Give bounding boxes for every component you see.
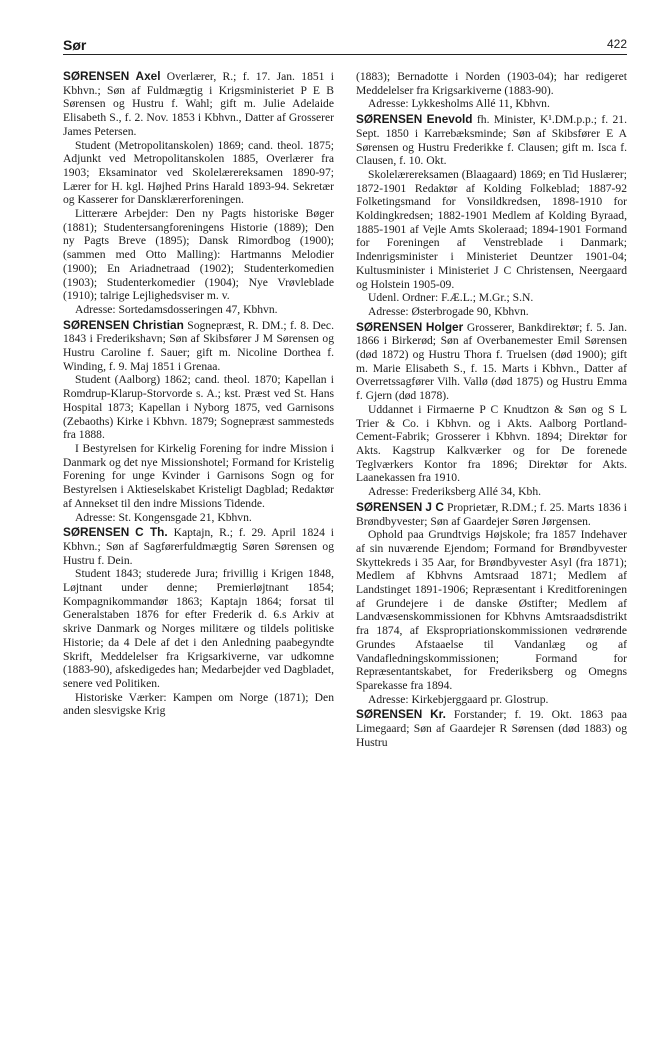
entry-text: Uddannet i Firmaerne P C Knudtzon & Søn og S L Trier & Co. i Kbhvn. og i Akts. Aalborg Portland-Cement-Fabrik; Grosserer i Kbhvn. 1894; Direktør for Akts. Kagstrup Kalkværker og for De forenede Teglværkers Kontor fra 1896; Direktør for Akts. Laanekassen fra 1910. <box>356 402 627 485</box>
biography-entry <box>356 70 627 111</box>
biography-entry <box>63 319 334 525</box>
entry-paragraph <box>63 373 334 442</box>
entry-paragraph <box>356 528 627 692</box>
entry-text: Student 1843; studerede Jura; frivillig i Krigen 1848, Løjtnant under denne; Premierløjtnant 1854; Kompagnikommandør 1863; Kaptajn 1864; forsat til Generalstaben 1876 for efter Frederik d. 6.s Arkiv at skrive Danmark og Norges militære og tildels politiske Historie; da 4 Dele af det i den Anledning paabegyndte Skrift, Meddelelser fra Krigsarkiverne, var udkomne (1883-90), afskedigedes han; Medarbejder ved Dagbladet, senere ved Politiken. <box>63 567 334 690</box>
entry-paragraph <box>356 97 627 111</box>
entry-text: Forstander; f. 19. Okt. 1863 paa Limegaard; Søn af Gaardejer R Sørensen (død 1883) og Hustru <box>356 708 627 749</box>
entry-paragraph <box>63 511 334 525</box>
entry-given-name: Christian <box>132 317 184 332</box>
entry-text: I Bestyrelsen for Kirkelig Forening for indre Mission i Danmark og det nye Missionshotel; Formand for Kristelig Forening for unge Kvinder i Garnisons Sogn og for Bestyrelsen i Aktieselskabet Kristeligt Dagblad; Redaktør af Annekset til den indre Missions Tidende. <box>63 441 334 510</box>
biography-entry <box>63 526 334 718</box>
biography-entry <box>356 321 627 499</box>
text-columns <box>63 70 627 751</box>
entry-text: fh. Minister, K¹.DM.p.p.; f. 21. Sept. 1850 i Karrebæksminde; Søn af Skibsfører E A Sørensen og Hustru Frederikke f. Clausen; gift m. Isca f. Clausen, f. 10. Okt. <box>356 113 627 168</box>
right-column <box>356 70 627 751</box>
entry-text: (1883); Bernadotte i Norden (1903-04); har redigeret Meddelelser fra Krigsarkiverne (1883-90). <box>356 70 627 97</box>
entry-given-name: C Th. <box>135 525 168 540</box>
entry-paragraph <box>63 691 334 718</box>
entry-text: Sognepræst, R. DM.; f. 8. Dec. 1843 i Frederikshavn; Søn af Skibsfører J M Sørensen og Hustru Caroline f. Sauer; gift m. Nicoline Dorthea f. Winding, f. 9. Maj 1851 i Grenaa. <box>63 318 334 373</box>
entry-text: Skolelærereksamen (Blaagaard) 1869; en Tid Huslærer; 1872-1901 Redaktør af Kolding Folkeblad; 1887-92 Folketingsmand for Vonsildkredsen, 1898-1910 for Koldingkredsen; 1882-1901 Medlem af Kolding Byraad, 1885-1901 af Vejle Amts Skoleraad; 1894-1901 Formand for Foreningen af Venstreblade i Danmark; Indenrigsminister i Ministeriet Deuntzer 1901-04; Kultusminister i Ministeriet J C Christensen, Neergaard og Holstein 1905-09. <box>356 167 627 291</box>
entry-surname: SØRENSEN <box>63 70 130 83</box>
entry-surname: SØRENSEN <box>356 319 423 334</box>
entry-paragraph <box>63 567 334 690</box>
entry-given-name: Kr. <box>430 707 446 722</box>
entry-text: Kaptajn, R.; f. 29. April 1824 i Kbhvn.; Søn af Sagførerfuldmægtig Søren Sørensen og Hustru f. Dein. <box>63 526 334 567</box>
biography-entry <box>356 113 627 319</box>
header-rule <box>63 54 627 55</box>
entry-surname: SØRENSEN <box>356 112 423 127</box>
entry-text: Adresse: Frederiksberg Allé 34, Kbh. <box>368 485 542 499</box>
entry-text: Proprietær, R.DM.; f. 25. Marts 1836 i Brøndbyvester; Søn af Gaardejer Søren Jørgensen. <box>356 500 627 528</box>
entry-text: Overlærer, R.; f. 17. Jan. 1851 i Kbhvn.; Søn af Fuldmægtig i Krigsministeriet P E B Sørensen og Hustru f. Wahl; gift m. Julie Adelaide Elisabeth S., f. 2. Nov. 1853 i Kbhvn., Datter af Grosserer James Petersen. <box>63 70 334 138</box>
entry-given-name: Axel <box>135 70 161 83</box>
entry-paragraph <box>63 303 334 317</box>
biography-entry <box>63 70 334 317</box>
entry-surname: SØRENSEN <box>63 317 130 332</box>
entry-lead-paragraph <box>63 70 334 139</box>
entry-paragraph <box>356 168 627 291</box>
entry-lead-paragraph <box>356 321 627 403</box>
entry-text: Student (Metropolitanskolen) 1869; cand. theol. 1875; Adjunkt ved Metropolitanskolen 1885, Overlærer fra 1903; Eksaminator ved Skolelærereksamen 1890-97; Lærer for H. kgl. Højhed Prins Harald 1893-94. Sekretær og Kasserer for Danskl​ærerforeningen. <box>63 138 334 207</box>
entry-text: Adresse: Lykkesholms Allé 11, Kbhvn. <box>368 97 550 111</box>
entry-lead-paragraph <box>63 319 334 374</box>
entry-text: Adresse: Østerbrogade 90, Kbhvn. <box>368 304 529 318</box>
entry-lead-paragraph <box>356 501 627 528</box>
entry-paragraph <box>356 693 627 707</box>
entry-surname: SØRENSEN <box>356 499 423 514</box>
entry-text: Litterære Arbejder: Den ny Pagts historiske Bøger (1881); Studentersangforeningens Historie (1889); Den ny Pagts Breve (1895); Dansk Rimordbog (1900); (sammen med Otto Malling): Hartmanns Melodier (1900); En Ariadnetraad (1902); Studenterkomedien (1903); Studenterkomedier (1904); Nye Vrøvleblade (1910); talrige Lejlighedsviser m. v. <box>63 207 334 303</box>
entry-lead-paragraph <box>356 113 627 168</box>
running-head <box>63 30 627 52</box>
biography-entry <box>356 501 627 707</box>
entry-paragraph <box>356 485 627 499</box>
entry-paragraph <box>356 291 627 305</box>
entry-text: Grosserer, Bankdirektør; f. 5. Jan. 1866 i Birkerød; Søn af Overbanemester Emil Sørensen (død 1872) og Hustru Thora f. Truelsen (død 1900); gift m. Marie Elisabeth S., f. 15. Marts i Kbhvn., Datter af Overretssagfører Vilh. Vallø (død 1875) og Hustru Emma f. Gjern (død 1878). <box>356 320 627 403</box>
entry-text: Udenl. Ordner: F.Æ.L.; M.Gr.; S.N. <box>368 291 534 305</box>
running-head-word: Sør <box>63 37 87 53</box>
biography-entry <box>356 708 627 749</box>
entry-text: Adresse: Kirkebjerggaard pr. Glostrup. <box>368 692 549 706</box>
entry-surname: SØRENSEN <box>356 707 423 722</box>
entry-given-name: Holger <box>425 319 464 334</box>
entry-given-name: Enevold <box>426 112 473 127</box>
entry-text: Student (Aalborg) 1862; cand. theol. 1870; Kapellan i Romdrup-Klarup-Storvorde s. A.; kst. Præst ved St. Hans Hospital 1873; Kapellan i Nyborg 1875, ved Garnisons (Zebaoths) Kirke i Kbhvn. 1879; Sognepræst sammesteds fra 1888. <box>63 373 334 442</box>
entry-paragraph <box>63 139 334 208</box>
left-column <box>63 70 334 751</box>
entry-paragraph <box>356 305 627 319</box>
entry-paragraph <box>63 442 334 511</box>
entry-text: Ophold paa Grundtvigs Højskole; fra 1857 Indehaver af sin nuværende Ejendom; Formand for Brøndbyvester Skyttekreds i 35 Aar, for Brøndbyvester Asyl (fra 1871); Medlem af Kbhvns Amtsraad 1871; Medlem af Landstinget 1891-1906; Repræsentant i Kreditforeningen af Grundejere i de danske Østifter; Medlem af Landvæsenskommissionen for Kbhvns Amtsraadsdistrikt fra 1874, af Ekspropriationskommissionen vedrørende Grundes Afstaaelse til Vandanlæg og af Vandafledningskommissionen; Formand for Repræsentantskabet, for Frederiksberg og Omegns Sparekasse fra 1894. <box>356 528 627 692</box>
entry-given-name: J C <box>425 499 444 514</box>
entry-text: Historiske Værker: Kampen om Norge (1871); Den anden slesvigske Krig <box>63 690 334 718</box>
entry-text: Adresse: St. Kongensgade 21, Kbhvn. <box>75 510 252 524</box>
entry-text: Adresse: Sortedamsdosseringen 47, Kbhvn. <box>75 302 278 316</box>
entry-lead-paragraph <box>356 70 627 97</box>
entry-paragraph <box>63 207 334 303</box>
page-number: 422 <box>606 37 627 51</box>
entry-lead-paragraph <box>63 526 334 567</box>
entry-surname: SØRENSEN <box>63 525 130 540</box>
entry-lead-paragraph <box>356 708 627 749</box>
entry-paragraph <box>356 403 627 485</box>
